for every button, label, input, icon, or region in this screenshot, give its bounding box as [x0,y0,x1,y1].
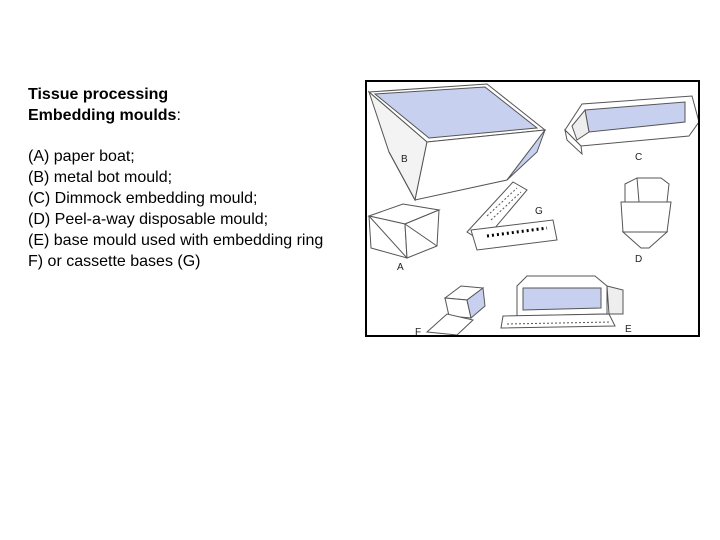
moulds-illustration [367,82,698,335]
metal-boat-mould-drawing [369,84,545,200]
list-item: F) or cassette bases (G) [28,253,201,270]
label-e: E [625,324,632,335]
subtitle-colon: : [176,107,181,124]
mould-list [28,146,373,272]
list-item: (A) paper boat; [28,148,135,165]
slide-title: Tissue processing [28,86,169,103]
label-d: D [635,254,643,265]
list-item: (B) metal bot mould; [28,169,173,186]
subtitle-text: Embedding moulds [28,107,177,124]
slide-subtitle [28,105,373,126]
moulds-figure [365,80,700,337]
paper-boat-drawing [369,204,439,258]
list-item: (D) Peel-a-way disposable mould; [28,211,269,228]
label-a: A [397,262,404,273]
label-f: F [415,327,422,335]
list-item: (C) Dimmock embedding mould; [28,190,258,207]
list-item: (E) base mould used with embedding ring [28,232,324,249]
label-g: G [535,206,543,217]
embedding-ring-drawing [427,286,485,335]
label-b: B [401,154,408,165]
dimmock-mould-drawing [565,96,698,154]
text-block [28,84,373,272]
cassette-base-drawing [467,182,557,250]
base-mould-drawing [501,276,623,328]
peel-away-mould-drawing [621,178,671,248]
label-c: C [635,152,643,163]
